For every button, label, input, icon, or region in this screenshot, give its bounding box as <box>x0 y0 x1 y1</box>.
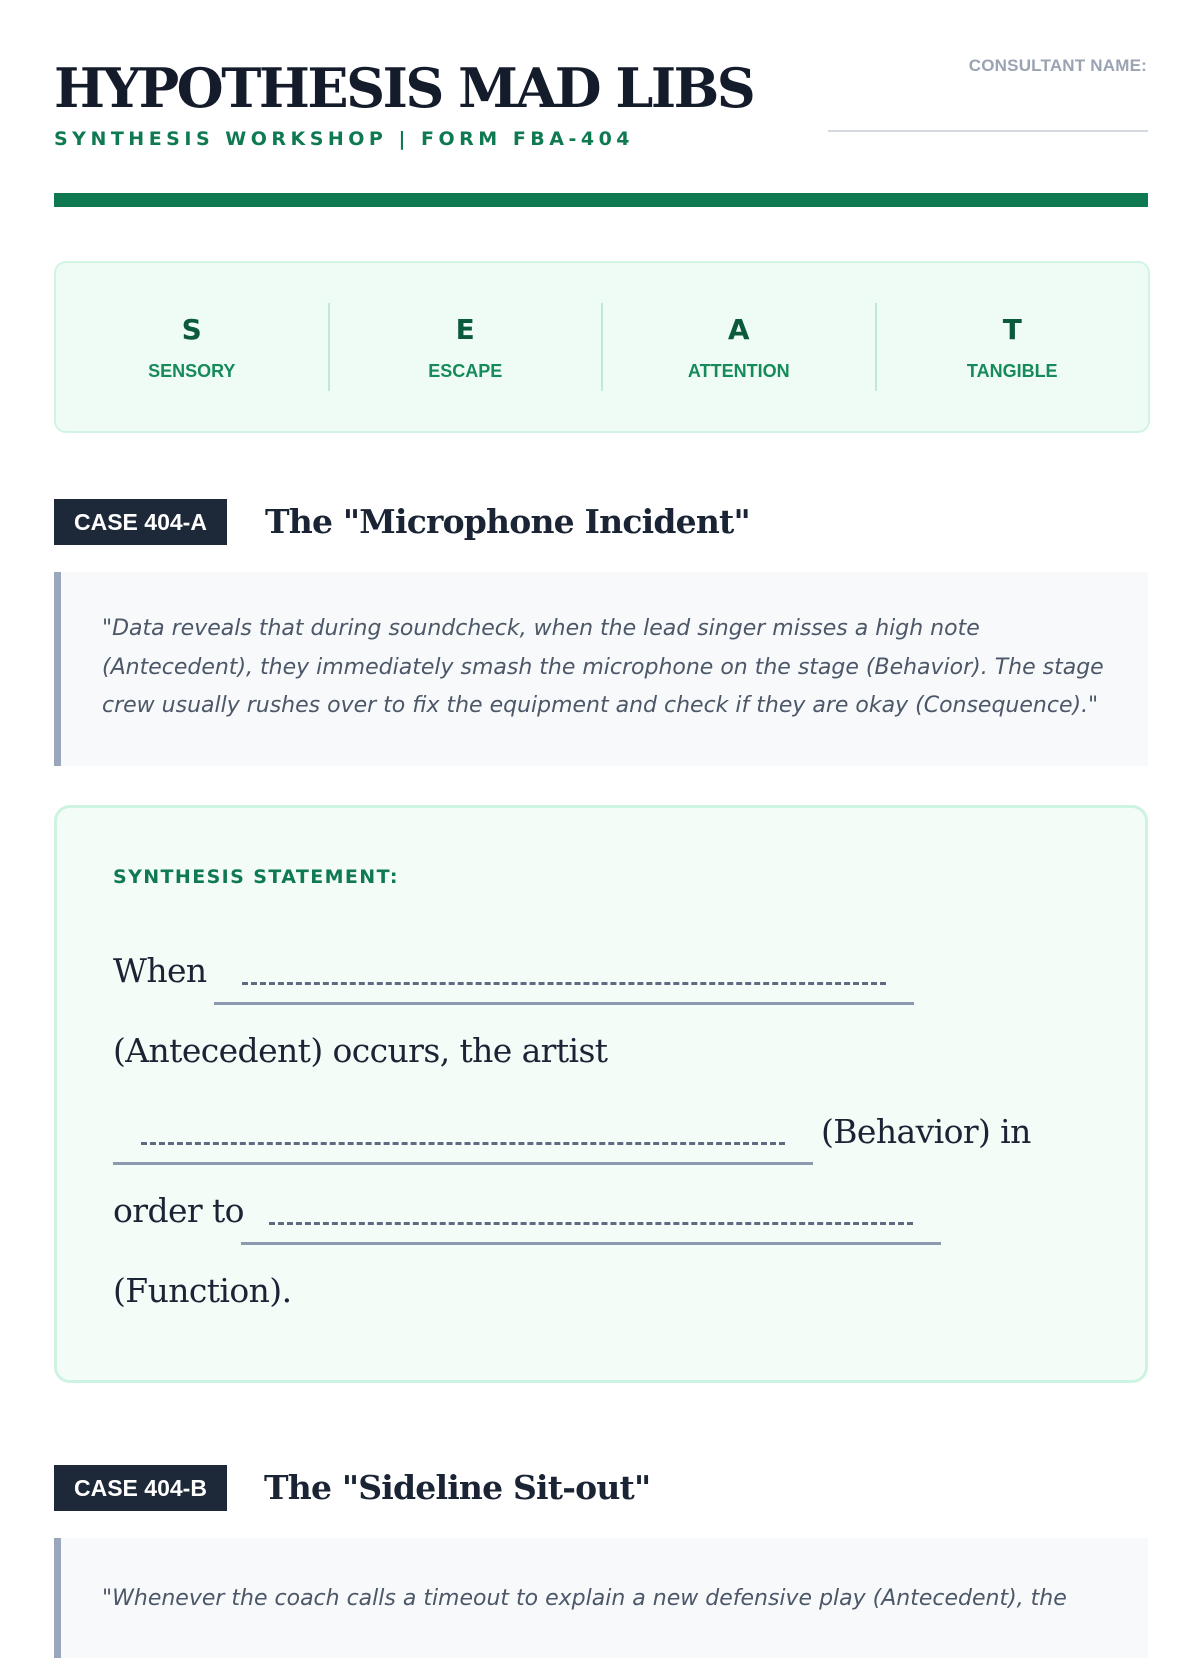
function-suffix-text: (Function). <box>113 1271 292 1310</box>
form-subtitle: SYNTHESIS WORKSHOP | FORM FBA-404 <box>54 128 635 150</box>
consultant-name-field[interactable] <box>828 130 1148 132</box>
seat-functions-legend <box>54 261 1150 433</box>
blank-dashes <box>141 1142 785 1145</box>
behavior-suffix-text: (Behavior) in <box>821 1112 1031 1151</box>
seat-letter: S <box>181 312 202 346</box>
behavior-blank[interactable] <box>113 1120 813 1165</box>
case-tag: CASE 404-A <box>54 499 227 545</box>
blank-dashes <box>269 1222 913 1225</box>
blank-dashes <box>242 982 886 985</box>
scenario-text: "Whenever the coach calls a timeout to explain a new defensive play (Antecedent), the <box>102 1586 1067 1611</box>
seat-item-attention <box>601 303 875 391</box>
seat-word: ESCAPE <box>428 360 503 381</box>
seat-item-tangible <box>875 303 1149 391</box>
seat-letter: A <box>727 312 750 346</box>
order-to-text: order to <box>113 1191 244 1230</box>
seat-item-sensory <box>56 303 328 391</box>
seat-letter: T <box>1002 312 1022 346</box>
seat-letter: E <box>455 312 475 346</box>
page-title: HYPOTHESIS MAD LIBS <box>54 56 754 120</box>
antecedent-suffix-text: (Antecedent) occurs, the artist <box>113 1031 608 1070</box>
case-title: The "Microphone Incident" <box>265 502 750 541</box>
header-divider <box>54 193 1148 207</box>
seat-word: TANGIBLE <box>966 360 1058 381</box>
function-blank[interactable] <box>241 1200 941 1245</box>
consultant-name-label: CONSULTANT NAME: <box>968 56 1147 75</box>
synthesis-statement-card <box>54 805 1148 1383</box>
antecedent-blank[interactable] <box>214 960 914 1005</box>
case-scenario <box>54 572 1148 766</box>
seat-item-escape <box>328 303 602 391</box>
case-tag: CASE 404-B <box>54 1465 227 1511</box>
synthesis-label: SYNTHESIS STATEMENT: <box>113 866 399 888</box>
seat-word: ATTENTION <box>687 360 790 381</box>
when-text: When <box>113 951 207 990</box>
scenario-text: "Data reveals that during soundcheck, when the lead singer misses a high note (Antecedent), they immediately smash the microphone on the stage (Behavior). The stage crew usually rushes over to fix the equipment and check if they are okay (Consequence)." <box>102 616 1104 718</box>
case-scenario <box>54 1538 1148 1658</box>
case-title: The "Sideline Sit-out" <box>264 1468 651 1507</box>
seat-word: SENSORY <box>148 360 236 381</box>
